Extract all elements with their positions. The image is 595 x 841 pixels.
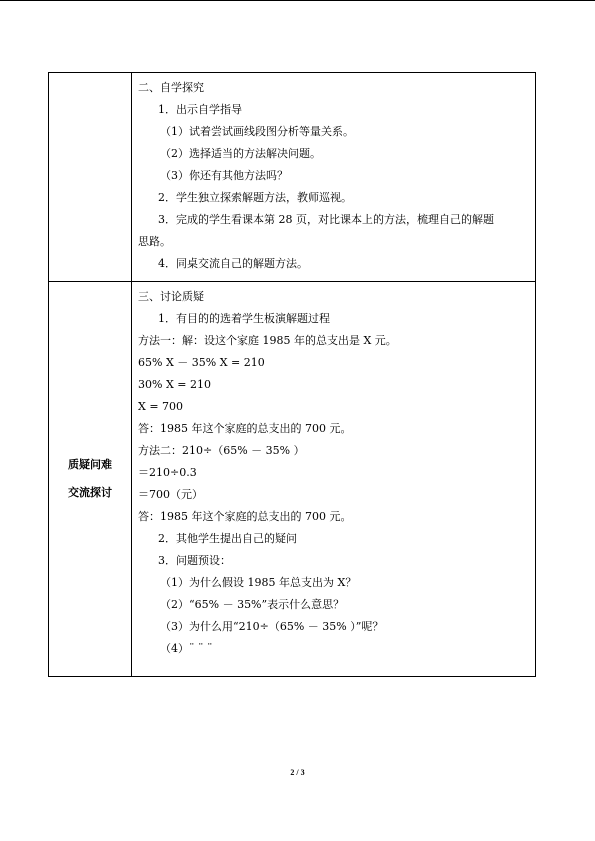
content-line: 2．其他学生提出自己的疑问 xyxy=(158,532,297,545)
section-label-cell-discussion xyxy=(49,282,132,677)
section-content-cell-self-study xyxy=(132,73,536,282)
content-line: （4）¨ ¨ ¨ xyxy=(160,642,213,655)
content-line: 三、讨论质疑 xyxy=(138,290,204,303)
content-line: （2）“65% － 35%”表示什么意思？ xyxy=(160,598,345,611)
content-line: 1．有目的的选着学生板演解题过程 xyxy=(158,312,330,325)
content-line: 思路。 xyxy=(138,235,171,248)
section-label-line2: 交流探讨 xyxy=(68,486,112,499)
content-line: （3）为什么用“210÷（65% － 35% ）”呢？ xyxy=(160,620,384,633)
table-row-self-study xyxy=(49,73,536,282)
content-line: 答：1985 年这个家庭的总支出的 700 元。 xyxy=(138,510,352,523)
lesson-plan-table xyxy=(48,72,536,677)
content-line: 3．完成的学生看课本第 28 页，对比课本上的方法，梳理自己的解题 xyxy=(158,213,494,226)
content-line: 2．学生独立探索解题方法，教师巡视。 xyxy=(158,191,352,204)
content-line: 3．问题预设： xyxy=(158,554,231,567)
section-label-cell-empty xyxy=(49,73,132,282)
content-line: （1）为什么假设 1985 年总支出为 X？ xyxy=(160,576,357,589)
content-line: （3）你还有其他方法吗？ xyxy=(160,169,288,182)
page-number: 2 / 3 xyxy=(290,768,305,777)
section-label-line1: 质疑问难 xyxy=(68,458,112,471)
discussion-content xyxy=(132,282,535,676)
self-study-content xyxy=(132,73,535,281)
content-line: X = 700 xyxy=(138,400,184,413)
content-line: 答：1985 年这个家庭的总支出的 700 元。 xyxy=(138,422,352,435)
section-content-cell-discussion xyxy=(132,282,536,677)
content-line: 65% X － 35% X = 210 xyxy=(138,356,265,369)
content-line: 4．同桌交流自己的解题方法。 xyxy=(158,257,308,270)
content-line: 方法二：210÷（65% － 35% ） xyxy=(138,444,305,457)
content-line: 方法一：解：设这个家庭 1985 年的总支出是 X 元。 xyxy=(138,334,397,347)
content-line: （2）选择适当的方法解决问题。 xyxy=(160,147,321,160)
content-line: ＝210÷0.3 xyxy=(138,466,197,479)
top-border-line xyxy=(0,0,595,1)
content-line: 二、自学探究 xyxy=(138,81,204,94)
content-line: （1）试着尝试画线段图分析等量关系。 xyxy=(160,125,354,138)
content-line: ＝700（元） xyxy=(138,488,203,501)
table-row-discussion xyxy=(49,282,536,677)
content-line: 1．出示自学指导 xyxy=(158,103,242,116)
content-line: 30% X = 210 xyxy=(138,378,211,391)
